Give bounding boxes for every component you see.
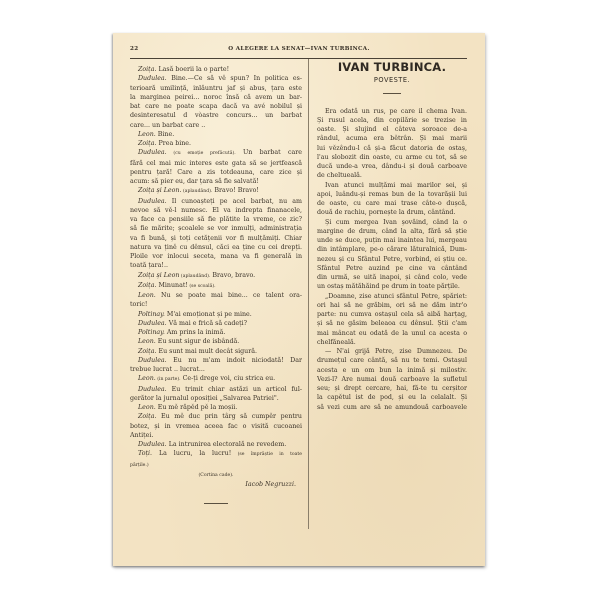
stage-direction: părțile.): [130, 462, 149, 468]
story-subtitle: POVESTE.: [373, 76, 411, 85]
right-column: [317, 60, 467, 412]
dialogue-line: Leon. Eu sunt sigur de isbândă.: [138, 338, 240, 346]
speaker-name: Dudulea.: [138, 149, 167, 157]
story-line: din intâmplare, pe-o cărare lăturalnică, Dum-: [317, 246, 467, 254]
dialogue-line: Antiței.: [130, 431, 154, 439]
author-signature: Iacob Negruzzi.: [245, 481, 296, 488]
dialogue-line: Zoița și Leon (aplaudând). Bravo, bravo.: [138, 271, 256, 279]
story-line: Era odată un rus, pe care il chema Ivan.: [325, 107, 467, 115]
story-line: de cheltueală.: [317, 172, 362, 180]
speaker-name: Dudulea.: [138, 356, 167, 364]
dialogue-line: Poltinay. Am prins la inimă.: [138, 329, 226, 336]
story-line: ori hai să ne grăbim, ori să ne dăm intr'o: [317, 301, 467, 309]
speaker-name: Zoița.: [138, 413, 157, 421]
dialogue-line: pentru țară! Care a zis totdeauna, care zice și: [130, 168, 302, 176]
title-rule: [383, 93, 401, 94]
dialogue-line: Zoița. Prea bine.: [138, 140, 192, 147]
curtain-note: (Cortina cade).: [198, 472, 234, 478]
dialogue-line: Dudulea. Vă mai e frică să cadeți?: [138, 319, 248, 327]
dialogue-line: gerător la jurnalul oposiției „Salvarea Patriei".: [130, 394, 279, 402]
story-title: IVAN TURBINCA.: [337, 60, 447, 74]
story-line: Ivan atunci mulțămi mai marilor sei, și: [325, 181, 467, 189]
dialogue-line: Leon. Nu se poate mai bine... ce talent ora-: [138, 292, 302, 299]
dialogue-line: botez, și in vremea aceea fac o visită cucoanei: [130, 422, 302, 430]
speaker-name: Dudulea.: [138, 385, 167, 393]
story-line: Vezi-l? Are numai două carboave la sufletul: [317, 375, 467, 383]
speaker-name: Zoița.: [138, 347, 157, 355]
story-line: un ostaș mătăhăind pe drum in toate părțile.: [317, 283, 460, 291]
column-divider: [308, 59, 309, 529]
header-rule: [130, 58, 467, 59]
story-line: acesta e un om bun la inimă și milostiv.: [317, 366, 467, 374]
dialogue-line: Toți. La lucru, la lucru! (se împrăștie in toate: [138, 450, 302, 458]
story-line: „Doamne, zise atunci sfântul Petre, spăriet:: [325, 292, 467, 300]
story-line: — N'ai grijă Petre, zise Dumnezeu. De: [325, 348, 467, 355]
speaker-name: Leon.: [138, 375, 156, 383]
speaker-name: Leon.: [138, 292, 156, 299]
speaker-name: Dudulea.: [138, 75, 167, 83]
dialogue-line: Dudulea. Bine.—Ce să vĕ spun? In politica es-: [138, 75, 302, 83]
speaker-name: Dudulea.: [138, 319, 167, 327]
dialogue-line: Dudulea. Il cunoașteți pe acel barbat, nu am: [138, 197, 302, 205]
story-line: de oaste, cu care mai trase câte-o dușcă,: [317, 200, 467, 207]
dialogue-line: acum: să pier eu, dar țara să fie salvată!: [130, 178, 259, 185]
story-line: Și rusul acela, din copilărie se trezise in: [317, 116, 467, 124]
speaker-name: Dudulea.: [138, 197, 167, 205]
stage-direction: (aplaudând).: [179, 273, 211, 279]
speaker-name: Poltinay.: [138, 310, 165, 318]
stage-direction: (cu emoție prefăcută).: [166, 151, 236, 157]
running-header: [113, 46, 485, 58]
dialogue-line: trebue lucrat .. lucrat...: [130, 366, 205, 373]
story-line: parte: nu cumva ostașul cela să aibă harțag,: [317, 311, 467, 318]
stage-direction: (se scoală).: [187, 283, 216, 289]
dialogue-line: Dudulea. Eu nu m'am indoit niciodată! Dar: [138, 356, 302, 364]
story-line: seu; și drept cercare, hai, fă-te tu cerșitor: [317, 385, 467, 392]
dialogue-line: Poltinay. M'ai emoționat și pe mine.: [138, 310, 252, 318]
story-line: oaste. Și slujind el câteva soroace de-a: [317, 126, 467, 133]
stage-direction: (se împrăștie in toate: [231, 452, 302, 458]
dialogue-line: să fie mărite; școalele se vor inmulți, administrația: [130, 225, 302, 233]
story-line: Și cum mergea Ivan șovăind, când la o: [325, 218, 467, 226]
story-line: l'au slobozit din oaste, cu arme cu tot, să se: [317, 153, 467, 161]
dialogue-line: Leon. Eu mĕ răpĕd pĕ la moșii.: [138, 404, 238, 411]
dialogue-line: fără cel mai mic interes este gata să se jertfească: [130, 159, 302, 167]
dialogue-line: nevoe să vĕ-l numesc. El va indrepta finanacele,: [130, 206, 302, 214]
story-line: chelfăneală.: [317, 338, 356, 346]
dialogue-line: toată țara!..: [130, 262, 168, 270]
speaker-name: Zoița.: [138, 66, 157, 73]
dialogue-line: Zoița. Lasă boerii la o parte!: [138, 66, 230, 73]
dialogue-line: terioară umilință, inlăuntru jaf și abus, țara este: [130, 84, 302, 92]
speaker-name: Dudulea.: [138, 441, 167, 448]
dialogue-line: Zoița. Eu sunt mai mult decât sigură.: [138, 347, 257, 355]
story-line: Sfântul Petre auzind pe cine va cântând: [317, 264, 467, 272]
dialogue-line: Zoița. Eu mĕ duc prin târg să cumpĕr pentru: [138, 413, 302, 421]
speaker-name: Zoița și Leon: [138, 271, 180, 279]
newspaper-page: [113, 33, 485, 566]
story-line: nezeu și cu Sfântul Petre, vorbind, ei știu ce.: [317, 255, 467, 263]
story-text: [317, 107, 467, 412]
dialogue-line: bat care ne poate scapa dacă va avé nobilul și: [130, 103, 302, 110]
speaker-name: Leon.: [138, 338, 156, 346]
page-number: 22: [130, 46, 139, 52]
dialogue-line: Dudulea. (cu emoție prefăcută). Un barbat care: [138, 149, 302, 157]
story-line: și să ne găsim beleaoa cu dênsul. Știi c'am: [317, 320, 467, 328]
story-line: ducă unde-a vrea, dându-i și două carboave: [317, 163, 467, 170]
dialogue-line: toric!: [130, 301, 148, 309]
dialogue-line: Leon. Bine.: [138, 130, 175, 138]
story-line: să vezi cum are să ne amundouă carboavele: [317, 403, 467, 411]
dialogue-line: va face ca pensiile să fie plătite la vreme, ce zic?: [130, 216, 302, 223]
stage-direction: (aplaudând).: [181, 189, 213, 195]
dialogue-line: Dudulea. La intrunirea electorală ne revedem.: [138, 441, 287, 448]
story-line: apoi, luându-și remas bun de la tovarășii lui: [317, 190, 467, 198]
dialogue-line: la marginea peirei... noroc însă că avem un bar-: [130, 93, 302, 101]
story-line: margine de drum, când la alta, fără să știe: [317, 227, 467, 235]
story-line: mai mâncat eu odată de la unul ca acesta o: [317, 329, 467, 337]
dialogue-line: desinteresatul d vòastre concurs... un barbat: [130, 112, 302, 120]
speaker-name: Poltinay.: [138, 329, 165, 336]
story-line: la capĕtul ist de pod, și eu la celalalt. Și: [317, 394, 467, 402]
end-rule: [204, 503, 228, 504]
speaker-name: Toți.: [138, 450, 153, 458]
speaker-name: Zoița.: [138, 140, 157, 147]
story-line: drumețul care cântă, să nu te temi. Ostașul: [317, 357, 467, 365]
story-line: din urmă, se uită inapoi, și când colo, vede: [317, 274, 467, 281]
speaker-name: Leon.: [138, 130, 156, 138]
play-dialogue: [130, 65, 302, 470]
story-line: rândul, acuma era bĕtrân. Și mai marii: [317, 135, 467, 143]
story-line: lui vĕzêndu-l că și-a făcut datoria de ostaș,: [317, 144, 467, 152]
stage-direction: (in parte).: [155, 377, 181, 383]
left-column: [130, 65, 302, 504]
dialogue-line: natura va ținĕ cu dênsul, căci ea ține cu cei drepți.: [130, 243, 302, 251]
story-line: două de rachiu, pornește la drum, cântând.: [317, 209, 456, 217]
dialogue-line: Ploile vor inlocui seceta, mana va fi generală in: [130, 253, 302, 260]
dialogue-line: Zoița și Leon. (aplaudând). Bravo! Bravo!: [138, 187, 259, 195]
speaker-name: Zoița.: [138, 281, 157, 289]
speaker-name: Leon.: [138, 404, 156, 411]
running-title: O ALEGERE LA SENAT—IVAN TURBINCA.: [228, 46, 370, 52]
story-line: unde se duce, puțin mai inaintea lui, mergeau: [317, 237, 467, 244]
speaker-name: Zoița și Leon.: [138, 187, 182, 195]
dialogue-line: [130, 460, 302, 470]
dialogue-line: Leon. (in parte). Ce-ți drege voi, ciu strica eu.: [138, 375, 276, 383]
dialogue-line: care... un barbat care ..: [130, 121, 206, 129]
dialogue-line: Dudulea. Eu trimit chiar astăzi un articol ful-: [138, 385, 302, 393]
dialogue-line: Zoița. Minunat! (se scoală).: [138, 281, 216, 289]
dialogue-line: va fi bună, și toți cetățenii vor fi mulțămiți. Chiar: [130, 234, 302, 242]
